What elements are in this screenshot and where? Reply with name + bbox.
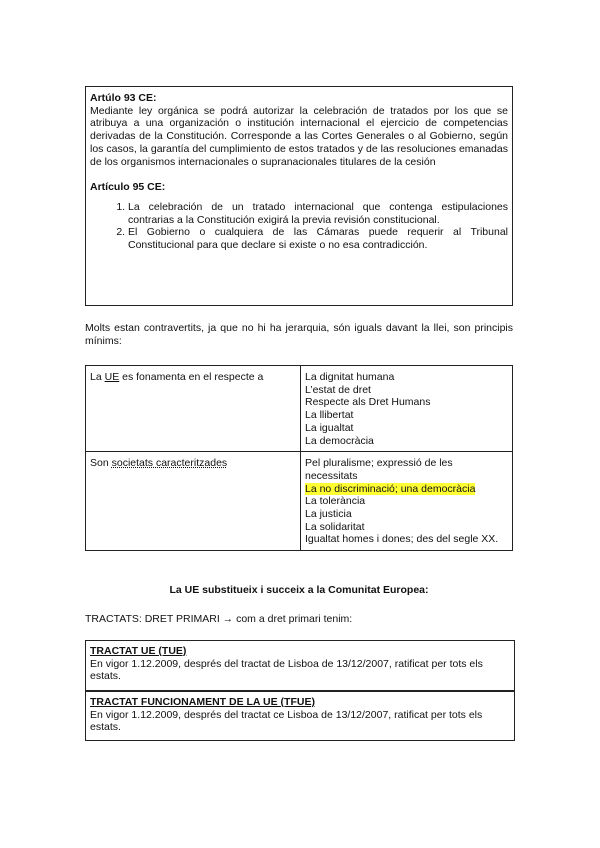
treaty-text: En vigor 1.12.2009, després del tractat de Lisboa de 13/12/2007, ratificat per tots els estats.	[90, 657, 483, 683]
list-item: La tolerància	[305, 495, 366, 508]
list-item: La igualtat	[305, 421, 354, 434]
treaty-box-tue	[85, 640, 515, 691]
principles-table	[85, 365, 513, 551]
treaty-name: TRACTAT FUNCIONAMENT DE LA UE (TFUE)	[90, 696, 315, 708]
highlighted-item: La no discriminació; una democràcia	[305, 482, 476, 495]
table-cell	[86, 452, 301, 551]
societats-link[interactable]: societats caracteritzades	[111, 457, 228, 470]
treaty-box-tfue	[85, 691, 515, 741]
cell-text: Son	[90, 457, 112, 470]
ue-link[interactable]: UE	[104, 371, 120, 383]
treaty-name: TRACTAT UE (TUE)	[90, 645, 187, 657]
art95-title: Artículo 95 CE:	[90, 181, 166, 194]
table-row	[86, 452, 513, 551]
list-item: Igualtat homes i dones; des del segle XX.	[305, 533, 499, 546]
list-item: La justicia	[305, 508, 352, 521]
list-item: L’estat de dret	[305, 383, 371, 396]
list-item: Pel pluralisme; expressió de les necessitats	[305, 457, 453, 482]
art95-item: 1. La celebración de un tratado internacional que contenga estipulaciones contrarias a la Constitución exigirá la previa revisión constitucional.	[128, 201, 508, 226]
articles-box	[85, 86, 513, 306]
intro-paragraph: Molts estan contravertits, ja que no hi ha jerarquia, són iguals davant la llei, son principis mínims:	[85, 322, 513, 347]
list-item: La solidaritat	[305, 520, 365, 533]
table-cell	[301, 452, 513, 551]
list-item: Respecte als Dret Humans	[305, 396, 431, 409]
cell-text: es fonamenta en el respecte a	[119, 371, 264, 383]
cell-text: La	[90, 371, 105, 383]
art93-title: Artúlo 93 CE:	[90, 92, 157, 104]
list-item: La llibertat	[305, 409, 354, 422]
art93-text: Mediante ley orgánica se podrá autorizar la celebración de tratados por los que se atribuya a una organización o institución internacional el ejercicio de competencias derivadas de la Constitución. Corresponde a las Cortes Generales o al Gobierno, según los casos, la garantía del cumplimiento de estos tratados y de las resoluciones emanadas de los organismos internacionales o supranacionales titulares de la cesión	[90, 104, 508, 168]
art95-list	[90, 201, 508, 252]
tractats-line: TRACTATS: DRET PRIMARI → com a dret primari tenim:	[85, 613, 353, 625]
list-item: La democràcia	[305, 434, 374, 447]
table-cell	[301, 366, 513, 452]
table-row	[86, 366, 513, 452]
section-subtitle: La UE substitueix i succeix a la Comunitat Europea:	[169, 584, 429, 596]
table-cell	[86, 366, 301, 452]
art95-item: 2. El Gobierno o cualquiera de las Cámaras puede requerir al Tribunal Constitucional para que declare si existe o no esa contradicción.	[128, 226, 508, 251]
treaty-text: En vigor 1.12.2009, després del tractat ce Lisboa de 13/12/2007, ratificat per tots els estats.	[90, 708, 483, 734]
list-item: La dignitat humana	[305, 371, 395, 383]
